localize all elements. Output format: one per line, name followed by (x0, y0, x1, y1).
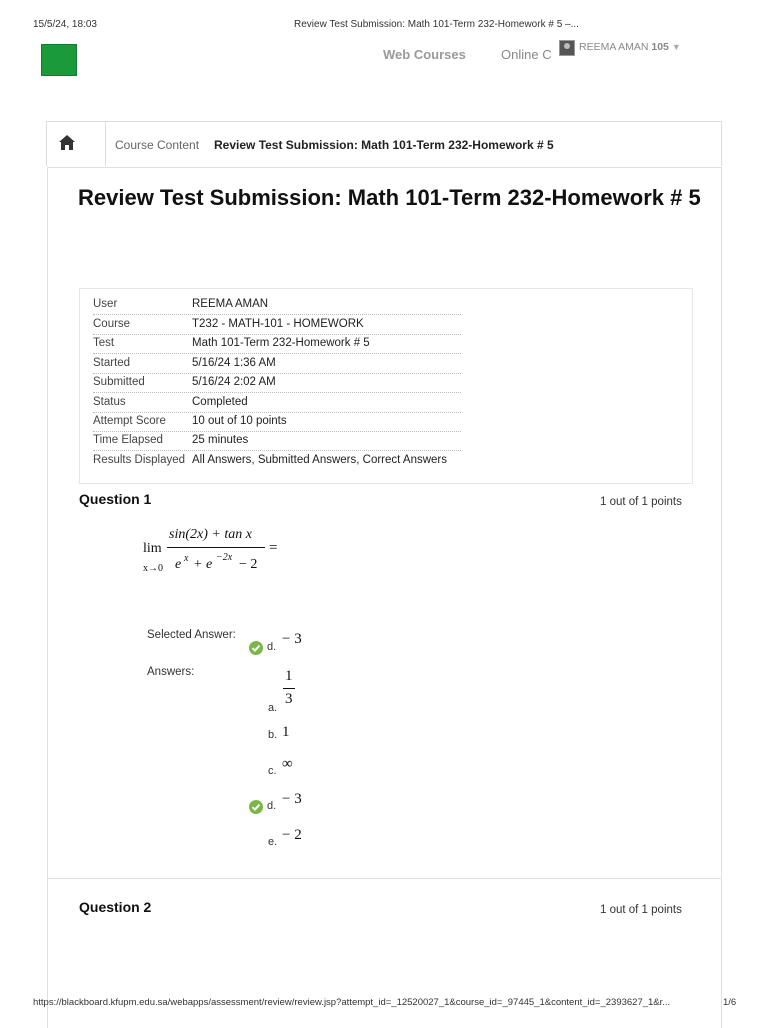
detail-row (93, 334, 461, 354)
detail-label: Time Elapsed (93, 434, 163, 446)
detail-value: 10 out of 10 points (192, 415, 287, 427)
expr-lim: lim (143, 541, 162, 556)
chevron-down-icon[interactable]: ▼ (671, 42, 681, 52)
submission-details (79, 288, 693, 484)
question-1-points: 1 out of 1 points (600, 496, 682, 508)
detail-value: 5/16/24 2:02 AM (192, 376, 276, 388)
question-1-expression (143, 526, 293, 581)
question-1-title: Question 1 (79, 491, 152, 507)
answer-e-value: − 2 (282, 827, 302, 843)
answer-e-letter: e. (268, 836, 278, 848)
nav-online[interactable]: Online C (501, 47, 552, 62)
answer-b-value: 1 (282, 724, 290, 740)
detail-label: Test (93, 337, 115, 349)
expr-den-x: x (184, 553, 189, 564)
detail-label: Submitted (93, 376, 145, 388)
detail-value: 25 minutes (192, 434, 249, 446)
nav-web-courses[interactable]: Web Courses (383, 47, 466, 62)
detail-row (93, 393, 461, 413)
answer-a-fraction-bar (283, 688, 295, 689)
user-name: REEMA AMAN (579, 41, 649, 53)
detail-value: All Answers, Submitted Answers, Correct Answers (192, 454, 448, 466)
answer-a-denominator: 3 (285, 691, 293, 707)
detail-label: Started (93, 357, 131, 369)
detail-label: Status (93, 396, 126, 408)
expr-den-plus: + e (193, 557, 213, 572)
detail-label: Attempt Score (93, 415, 166, 427)
detail-row (93, 451, 461, 470)
site-logo[interactable] (41, 44, 77, 76)
user-count: 105 (651, 41, 669, 53)
question-2-title: Question 2 (79, 899, 152, 915)
detail-label: User (93, 298, 118, 310)
avatar (559, 40, 575, 56)
expr-den-exp: −2x (216, 552, 233, 563)
content-panel (47, 167, 722, 1028)
expr-limit-sub: x→0 (143, 563, 163, 574)
detail-row (93, 315, 461, 335)
selected-answer-value: − 3 (282, 631, 302, 647)
breadcrumb-course-content[interactable]: Course Content (115, 138, 200, 152)
expr-equals: = (269, 540, 278, 556)
detail-label: Course (93, 318, 131, 330)
detail-value: 5/16/24 1:36 AM (192, 357, 276, 369)
question-2-points: 1 out of 1 points (600, 904, 682, 916)
detail-row (93, 431, 461, 451)
detail-value: REEMA AMAN (192, 298, 269, 310)
answer-b-letter: b. (268, 729, 278, 741)
selected-answer-letter: d. (267, 641, 277, 653)
answer-a-letter: a. (268, 702, 278, 714)
print-page-number: 1/6 (723, 997, 737, 1008)
print-doc-title: Review Test Submission: Math 101-Term 232-Homework # 5 –... (294, 19, 579, 30)
answer-d-value: − 3 (282, 791, 302, 807)
detail-row (93, 295, 461, 315)
answer-c-letter: c. (268, 765, 277, 777)
answer-c-value: ∞ (282, 756, 293, 772)
detail-label: Results Displayed (93, 454, 186, 466)
home-icon[interactable] (59, 135, 75, 150)
user-menu[interactable] (579, 41, 681, 53)
check-icon (249, 800, 263, 814)
print-datetime: 15/5/24, 18:03 (33, 19, 97, 30)
selected-answer-label: Selected Answer: (147, 629, 236, 641)
detail-value: Math 101-Term 232-Homework # 5 (192, 337, 370, 349)
home-button[interactable] (47, 122, 106, 166)
answer-d-letter: d. (267, 800, 277, 812)
answer-a-numerator: 1 (285, 668, 293, 684)
fraction-bar (167, 547, 265, 548)
detail-value: Completed (192, 396, 248, 408)
detail-row (93, 412, 461, 432)
print-url: https://blackboard.kfupm.edu.sa/webapps/assessment/review/review.jsp?attempt_id=_12520027_1&course_id=_97445_1&content_id=_2393627_1&r... (33, 997, 671, 1008)
detail-row (93, 373, 461, 393)
expr-den-e: e (175, 557, 182, 572)
page-title: Review Test Submission: Math 101-Term 232-Homework # 5 (78, 185, 701, 210)
question-divider (48, 878, 721, 879)
check-icon (249, 641, 263, 655)
breadcrumb (46, 121, 722, 166)
detail-value: T232 - MATH-101 - HOMEWORK (192, 318, 364, 330)
breadcrumb-current: Review Test Submission: Math 101-Term 232-Homework # 5 (214, 138, 554, 152)
expr-numerator: sin(2x) + tan x (169, 527, 252, 542)
expr-den-tail: − 2 (239, 557, 258, 572)
answers-label: Answers: (147, 666, 195, 678)
detail-row (93, 354, 461, 374)
